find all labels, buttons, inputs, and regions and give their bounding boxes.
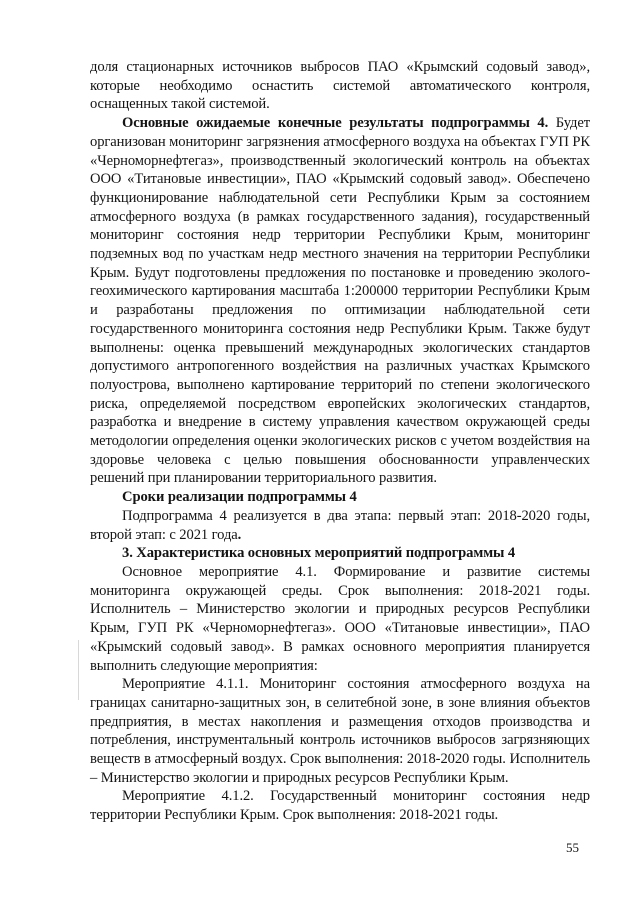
section-3-heading: 3. Характеристика основных мероприятий подпрограммы 4 (122, 545, 516, 562)
expected-results-text: Будет организован мониторинг загрязнения атмосферного воздуха на объектах ГУП РК «Черноморнефтегаз», производственный экологический контроль на объектах ООО «Титановые инвестиции», ПАО «Крымский содовый завод». Обеспечено функционирование наблюдательной сети Республики Крым за состоянием атмосферного воздуха (в рамках государственного задания), государственный мониторинг состояния недр территории Республики Крым, мониторинг подземных вод по участкам недр местного значения на территории Республики Крым. Будут подготовлены предложения по постановке и проведению эколого-геохимического картирования масштаба 1:200000 территории Республики Крым и разработаны предложения по оптимизации наблюдательной сети государственного мониторинга состояния недр Республики Крым. Также будут выполнены: оценка превышений международных экологических стандартов допустимого антропогенного воздействия на различных участках Крымского полуострова, выполнено картирование территорий по степени экологического риска, определяемой посредством европейских экологических стандартов, разработка и внедрение в систему управления качеством окружающей среды методологии определения оценки экологических рисков с учетом воздействия на здоровье человека с целью повышения обоснованности управленческих решений при планировании территориального развития. (90, 115, 590, 487)
paragraph-expected-results (90, 114, 590, 488)
paragraph-timing (90, 507, 590, 544)
timing-text: Подпрограмма 4 реализуется в два этапа: первый этап: 2018-2020 годы, второй этап: с 2021 года (90, 507, 590, 543)
timing-text-dot: . (237, 526, 242, 543)
document-page (90, 58, 590, 825)
paragraph-intro: доля стационарных источников выбросов ПАО «Крымский содовый завод», которые необходимо оснастить системой автоматического контроля, оснащенных такой системой. (90, 59, 590, 113)
paragraph-event-4-1-1: Мероприятие 4.1.1. Мониторинг состояния атмосферного воздуха на границах санитарно-защитных зон, в селитебной зоне, в зоне влияния объектов предприятия, в местах накопления и размещения отходов производства и потребления, инструментальный контроль источников выбросов загрязняющих веществ в атмосферный воздух. Срок выполнения: 2018-2020 годы. Исполнитель – Министерство экологии и природных ресурсов Республики Крым. (90, 676, 590, 786)
paragraph-main-event: Основное мероприятие 4.1. Формирование и развитие системы мониторинга окружающей среды. Срок выполнения: 2018-2021 годы. Исполнитель – Министерство экологии и природных ресурсов Республики Крым, ГУП РК «Черноморнефтегаз». ООО «Титановые инвестиции», ПАО «Крымский содовый завод». В рамках основного мероприятия планируется выполнить следующие мероприятия: (90, 563, 590, 674)
paragraph-event-4-1-2: Мероприятие 4.1.2. Государственный мониторинг состояния недр территории Республики Крым. Срок выполнения: 2018-2021 годы. (90, 788, 590, 824)
scan-edge-mark (78, 640, 79, 700)
page-number: 55 (566, 840, 579, 855)
timing-heading: Сроки реализации подпрограммы 4 (122, 489, 357, 506)
expected-results-lead: Основные ожидаемые конечные результаты подпрограммы 4. (122, 115, 549, 132)
